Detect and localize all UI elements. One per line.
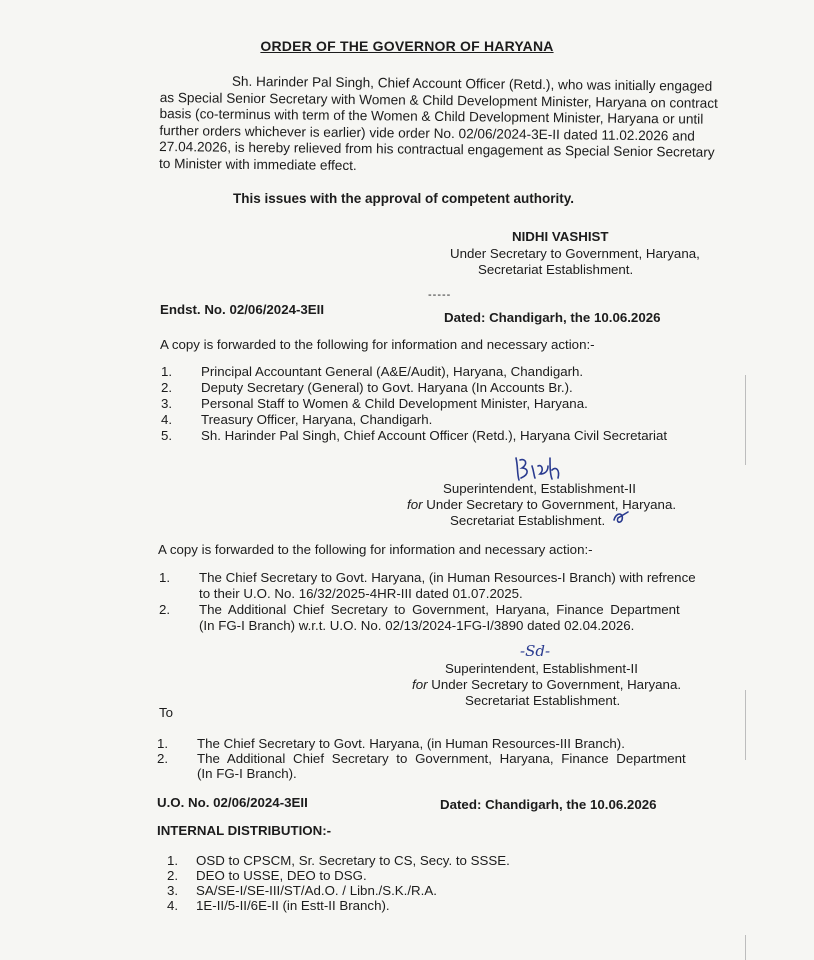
list-text-continued: to their U.O. No. 16/32/2025-4HR-III dated 01.07.2025.: [199, 586, 523, 601]
list-text: Treasury Officer, Haryana, Chandigarh.: [201, 412, 433, 427]
list-number: 2.: [159, 602, 171, 617]
signatory3-line1: Superintendent, Establishment-II: [445, 661, 638, 676]
list-text: SA/SE-I/SE-III/ST/Ad.O. / Libn./S.K./R.A.: [196, 883, 437, 898]
list-item: [157, 736, 625, 751]
approval-line: This issues with the approval of competent authority.: [233, 191, 575, 206]
list-number: 2.: [167, 868, 179, 883]
signatory3-line2-text: Under Secretary to Government, Haryana.: [431, 677, 682, 692]
signatory2-line2-text: Under Secretary to Government, Haryana.: [426, 497, 677, 512]
signatory2-line3: Secretariat Establishment.: [450, 513, 606, 528]
list-item: [161, 412, 432, 427]
signatory3-line3: Secretariat Establishment.: [465, 693, 621, 708]
list-item: [157, 751, 686, 766]
list-item: [159, 570, 696, 585]
list-number: 1.: [159, 570, 171, 585]
endst-dated: Dated: Chandigarh, the 10.06.2026: [444, 310, 661, 325]
copy-intro-1: A copy is forwarded to the following for information and necessary action:-: [160, 337, 595, 352]
for-prefix: for: [407, 497, 423, 512]
list-number: 4.: [161, 412, 173, 427]
list-number: 4.: [167, 898, 179, 913]
order-paragraph: [159, 73, 734, 178]
list-item: [159, 602, 680, 617]
paragraph-line: to Minister with immediate effect.: [158, 155, 357, 173]
scan-edge-line: [745, 935, 746, 960]
uo-number: U.O. No. 02/06/2024-3EII: [157, 795, 308, 810]
list-item: [161, 364, 583, 379]
list-number: 2.: [157, 751, 169, 766]
list-text: Principal Accountant General (A&E/Audit), Haryana, Chandigarh.: [201, 364, 584, 379]
list-item: [167, 883, 437, 898]
paragraph-line: Sh. Harinder Pal Singh, Chief Account Officer (Retd.), who was initially engaged: [231, 73, 713, 94]
list-text: The Additional Chief Secretary to Government, Haryana, Finance Department: [199, 602, 680, 617]
list-number: 3.: [161, 396, 173, 411]
signatory2-line1: Superintendent, Establishment-II: [443, 481, 636, 496]
list-text: 1E-II/5-II/6E-II (in Estt-II Branch).: [196, 898, 390, 913]
signatory3-line2: [412, 677, 681, 692]
list-text: The Chief Secretary to Govt. Haryana, (in Human Resources-III Branch).: [197, 736, 625, 751]
to-label: To: [159, 705, 174, 720]
list-item: [161, 396, 588, 411]
list-text: The Additional Chief Secretary to Government, Haryana, Finance Department: [197, 751, 686, 766]
list-text: Deputy Secretary (General) to Govt. Haryana (In Accounts Br.).: [201, 380, 573, 395]
list-text-continued: (In FG-I Branch).: [197, 766, 297, 781]
signatory2-line2: [407, 497, 676, 512]
for-prefix: for: [412, 677, 428, 692]
sd-mark: -Sd-: [520, 642, 551, 660]
list-text: The Chief Secretary to Govt. Haryana, (in Human Resources-I Branch) with refrence: [199, 570, 696, 585]
list-number: 1.: [161, 364, 173, 379]
uo-dated: Dated: Chandigarh, the 10.06.2026: [440, 797, 657, 812]
list-number: 3.: [167, 883, 179, 898]
handwritten-signature: [508, 452, 572, 484]
list-text: Sh. Harinder Pal Singh, Chief Account Officer (Retd.), Haryana Civil Secretariat: [201, 428, 668, 443]
initial-mark: [610, 508, 634, 526]
internal-distribution-heading: INTERNAL DISTRIBUTION:-: [157, 823, 332, 838]
list-number: 1.: [167, 853, 179, 868]
list-item: [167, 868, 367, 883]
endst-number: Endst. No. 02/06/2024-3EII: [160, 302, 325, 317]
list-item: [161, 428, 667, 443]
copy-intro-2: A copy is forwarded to the following for information and necessary action:-: [158, 542, 593, 557]
list-text: OSD to CPSCM, Sr. Secretary to CS, Secy. to SSSE.: [196, 853, 510, 868]
list-item: [161, 380, 573, 395]
paragraph-line: 27.04.2026, is hereby relieved from his contractual engagement as Special Senior Secretary: [159, 138, 715, 160]
scan-edge-line: [745, 375, 746, 465]
paragraph-line: as Special Senior Secretary with Women & Child Development Minister, Haryana on contract: [159, 89, 718, 111]
signatory-designation: Under Secretary to Government, Haryana,: [450, 246, 700, 261]
signatory-name: NIDHI VASHIST: [512, 229, 609, 244]
signatory-office: Secretariat Establishment.: [478, 262, 634, 277]
list-text-continued: (In FG-I Branch) w.r.t. U.O. No. 02/13/2024-1FG-I/3890 dated 02.04.2026.: [199, 618, 635, 633]
list-number: 1.: [157, 736, 169, 751]
scan-edge-line: [745, 690, 746, 760]
paragraph-line: further orders whichever is earlier) vide order No. 02/06/2024-3E-II dated 11.02.2026 and: [159, 122, 695, 144]
separator-dashes: -----: [428, 289, 452, 301]
list-text: DEO to USSE, DEO to DSG.: [196, 868, 367, 883]
list-text: Personal Staff to Women & Child Development Minister, Haryana.: [201, 396, 588, 411]
list-item: [167, 853, 510, 868]
paragraph-line: basis (co-terminus with term of the Women & Child Development Minister, Haryana or until: [159, 105, 704, 127]
document-title: ORDER OF THE GOVERNOR OF HARYANA: [260, 38, 554, 54]
list-number: 5.: [161, 428, 173, 443]
list-number: 2.: [161, 380, 173, 395]
list-item: [167, 898, 390, 913]
